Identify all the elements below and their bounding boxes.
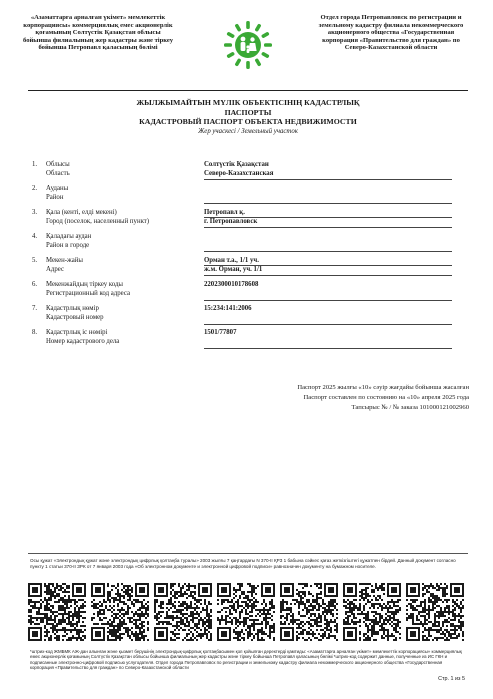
barcode-row bbox=[28, 583, 468, 643]
value-kz: Петропавл қ. bbox=[204, 209, 245, 216]
field-address-code bbox=[32, 281, 472, 305]
barcode-footnote: *штрих-код ЖМБМК АЖ-дан алынған және қызмет берушінің электрондық-цифрлық қолтаңбасымен қол қойылған деректерді қамтиды: «Азаматтарға арналған үкімет» мемлекеттік корпорациясы» коммерциялық емес акционерлік қоғамының Солтүстік Қазақстан облысы бойынша филиалының жер кадастры және тіркеу бойынша Петропавл қаласының бөлімі *штрих-код содержит данные, полученные из ИС ГКН и подписанные электронно-цифровой подписью услугодателя. Отдел города Петропавловск по регистрации и земельному кадастру филиала некоммерческого акционерного общества «Государственная корпорация «Правительство для граждан» по Северо-Казахстанской области bbox=[30, 649, 462, 671]
field-cadastral-number bbox=[32, 305, 472, 329]
title-kz-line-1: ЖЫЛЖЫМАЙТЫН МҮЛІК ОБЪЕКТІСІНІҢ КАДАСТРЛЫҚ bbox=[136, 98, 360, 107]
field-region bbox=[32, 161, 472, 185]
underline bbox=[204, 251, 452, 252]
qr-code-icon bbox=[91, 583, 149, 641]
label-ru: Регистрационный код адреса bbox=[46, 289, 130, 297]
field-values bbox=[204, 281, 452, 290]
issuance-info bbox=[169, 383, 469, 413]
field-values bbox=[204, 329, 452, 338]
header-divider bbox=[28, 90, 468, 91]
field-values bbox=[204, 305, 452, 314]
field-number: 1. bbox=[32, 161, 38, 168]
field-city bbox=[32, 209, 472, 233]
value-ru: 15:234:141:2006 bbox=[204, 305, 252, 312]
field-number: 7. bbox=[32, 305, 38, 312]
qr-code-icon bbox=[280, 583, 338, 641]
qr-code-icon bbox=[217, 583, 275, 641]
label-ru: Район bbox=[46, 193, 64, 201]
field-labels bbox=[46, 161, 186, 178]
field-labels bbox=[46, 185, 186, 202]
underline bbox=[204, 324, 452, 325]
issuer-header-kz: «Азаматтарға арналған үкімет» мемлекеттік корпорациясы» коммерциялық емес акционерлік қоғамының Солтүстік Қазақстан облысы бойынша филиалының жер кадастры және тіркеу бойынша Петропавл қаласының бөлімі bbox=[22, 14, 173, 52]
page-number: Стр. 1 из 5 bbox=[438, 676, 465, 682]
footer-divider bbox=[28, 553, 468, 554]
value-ru: ж.м. Орман, уч. 1/1 bbox=[204, 265, 263, 273]
label-ru: Район в городе bbox=[46, 241, 90, 249]
field-labels bbox=[46, 305, 186, 322]
underline bbox=[204, 179, 452, 180]
field-number: 4. bbox=[32, 233, 38, 240]
field-labels bbox=[46, 281, 186, 298]
label-ru: Кадастровый номер bbox=[46, 313, 104, 321]
field-labels bbox=[46, 209, 186, 226]
field-values bbox=[204, 161, 452, 178]
value-kz: Орман т.а., 1/1 уч. bbox=[204, 257, 259, 264]
qr-code-icon bbox=[28, 583, 86, 641]
label-kz: Мекен-жайы bbox=[46, 257, 83, 264]
field-number: 6. bbox=[32, 281, 38, 288]
value-ru: 2202300010178608 bbox=[204, 281, 259, 288]
field-number: 8. bbox=[32, 329, 38, 336]
label-kz: Кадастрлық нөмір bbox=[46, 305, 99, 312]
label-kz: Ауданы bbox=[46, 185, 69, 192]
value-ru: г. Петропавловск bbox=[204, 217, 258, 225]
government-for-citizens-logo-icon bbox=[223, 20, 273, 70]
field-number: 3. bbox=[32, 209, 38, 216]
underline bbox=[204, 227, 452, 228]
issuer-header-ru: Отдел города Петропавловск по регистрации и земельному кадастру филиала некоммерческого акционерного общества «Государственная корпорация «Правительство для граждан» по Северо-Казахстанской области bbox=[318, 14, 464, 52]
issued-date-ru: Паспорт составлен по состоянию на «10» апреля 2025 года bbox=[303, 394, 469, 401]
underline bbox=[204, 217, 452, 218]
underline bbox=[204, 348, 452, 349]
value-ru: 1501/77807 bbox=[204, 329, 237, 336]
qr-code-icon bbox=[406, 583, 464, 641]
label-kz: Кадастрлық іс нөмірі bbox=[46, 329, 108, 336]
legal-disclaimer: Осы құжат «Электрондық құжат және электрондық цифрлық қолтаңба туралы» 2003 жылғы 7 қаңтардағы N 370-II ҚРЗ 1 бабына сәйкес қағаз жеткізгіштегі құжатпен бірдей. Данный документ согласно пункту 1 статьи 370-II ЗРК от 7 января 2003 года «Об электронном документе и электронной цифровой подписи» равнозначен документу на бумажном носителе. bbox=[30, 558, 456, 569]
qr-code-icon bbox=[343, 583, 401, 641]
issued-date-kz: Паспорт 2025 жылғы «10» сәуір жағдайы бойынша жасалған bbox=[297, 384, 469, 391]
field-city-district bbox=[32, 233, 472, 257]
field-cadastral-case-number bbox=[32, 329, 472, 353]
underline bbox=[204, 275, 452, 276]
field-address bbox=[32, 257, 472, 281]
field-labels bbox=[46, 233, 186, 250]
qr-code-icon bbox=[154, 583, 212, 641]
value-ru: Северо-Казахстанская bbox=[204, 169, 274, 177]
underline bbox=[204, 203, 452, 204]
label-kz: Қаладағы аудан bbox=[46, 233, 92, 240]
field-number: 2. bbox=[32, 185, 38, 192]
label-kz: Облысы bbox=[46, 161, 70, 168]
value-kz: Солтүстік Қазақстан bbox=[204, 161, 269, 168]
order-number: Тапсырыс № / № заказа 101000121002960 bbox=[351, 404, 469, 411]
label-kz: Мекенжайдың тіркеу коды bbox=[46, 281, 123, 288]
object-type: Жер учаскесі / Земельный участок bbox=[198, 128, 298, 135]
label-ru: Город (поселок, населенный пункт) bbox=[46, 217, 150, 225]
underline bbox=[204, 300, 452, 301]
title-ru: КАДАСТРОВЫЙ ПАСПОРТ ОБЪЕКТА НЕДВИЖИМОСТИ bbox=[139, 117, 357, 126]
label-ru: Адрес bbox=[46, 265, 64, 273]
field-labels bbox=[46, 257, 186, 274]
label-ru: Область bbox=[46, 169, 70, 177]
label-ru: Номер кадастрового дела bbox=[46, 337, 120, 345]
title-kz-line-2: ПАСПОРТЫ bbox=[224, 107, 272, 117]
underline bbox=[204, 265, 452, 266]
field-labels bbox=[46, 329, 186, 346]
document-title bbox=[80, 98, 416, 127]
field-district bbox=[32, 185, 472, 209]
field-number: 5. bbox=[32, 257, 38, 264]
label-kz: Қала (кенті, елді мекені) bbox=[46, 209, 117, 216]
